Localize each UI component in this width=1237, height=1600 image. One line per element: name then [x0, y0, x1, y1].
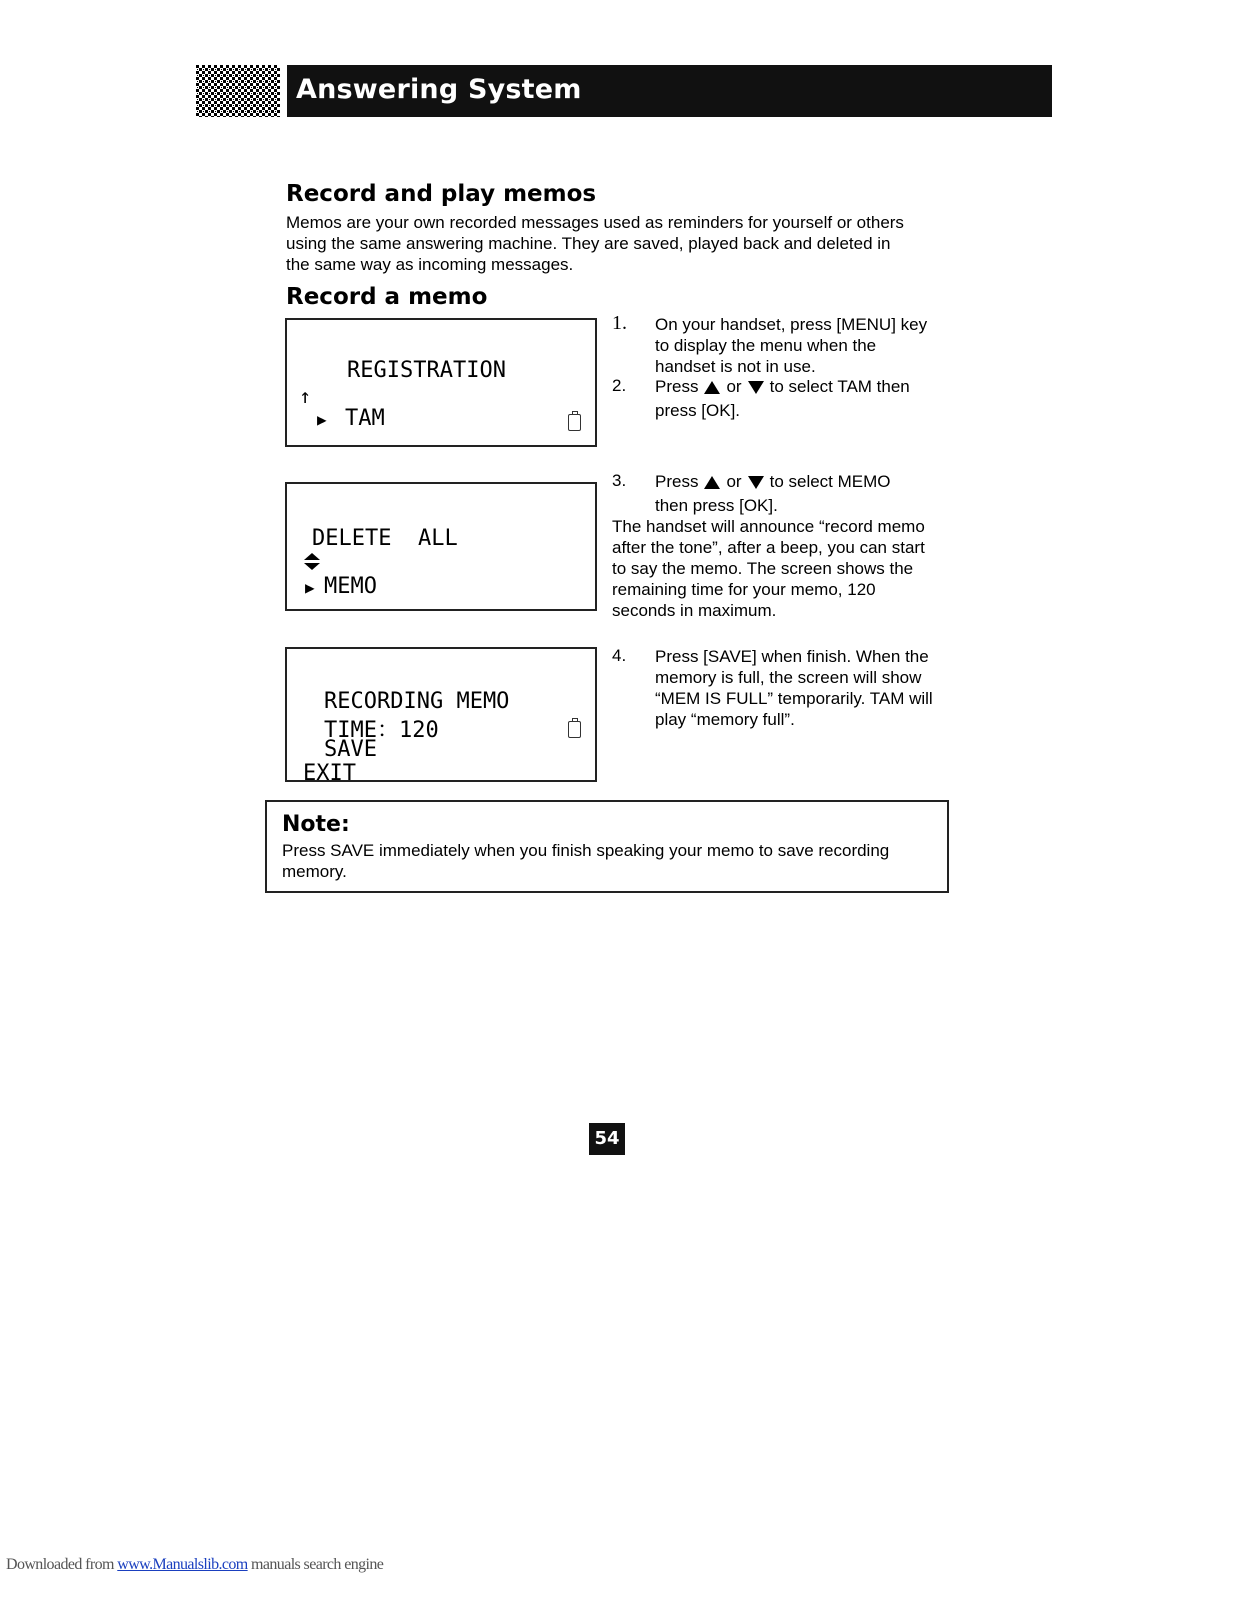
lcd-screen-tam-menu — [285, 482, 597, 611]
note-title: Note: — [282, 812, 350, 837]
step-line: play “memory full”. — [655, 710, 795, 729]
step-line: seconds in maximum. — [612, 601, 777, 620]
step-line: On your handset, press [MENU] key — [655, 315, 928, 334]
lcd-line-memo: MEMO — [324, 574, 377, 599]
step-number: 4. — [612, 646, 627, 665]
lcd-line-tam: TAM — [345, 406, 385, 431]
down-triangle-icon — [748, 476, 764, 489]
step-line: “MEM IS FULL” temporarily. TAM will — [655, 689, 933, 708]
step-3-detail — [612, 516, 925, 621]
step-2-text — [655, 376, 910, 421]
step-4-text — [655, 646, 933, 730]
footer-suffix: manuals search engine — [247, 1556, 384, 1573]
step-line: The handset will announce “record memo — [612, 517, 925, 536]
up-triangle-icon — [704, 476, 720, 489]
step-text: or — [726, 472, 742, 491]
note-line: memory. — [282, 862, 347, 881]
battery-icon — [568, 414, 581, 431]
lcd-line-registration: REGISTRATION — [347, 358, 506, 383]
step-text: to select MEMO — [769, 472, 891, 491]
step-number: 3. — [612, 471, 627, 490]
step-line: to display the menu when the — [655, 336, 877, 355]
step-line: press [OK]. — [655, 401, 741, 420]
step-line: Press [SAVE] when finish. When the — [655, 647, 929, 666]
lcd-line-exit: EXIT — [303, 761, 356, 782]
step-number: 1. — [612, 312, 627, 334]
cursor-icon: ▶ — [305, 578, 315, 597]
step-line: remaining time for your memo, 120 — [612, 580, 876, 599]
section-title: Record and play memos — [286, 181, 597, 207]
step-text: to select TAM then — [769, 377, 910, 396]
battery-icon — [568, 721, 581, 738]
note-text — [282, 840, 942, 882]
note-box — [265, 800, 949, 893]
lcd-line-recording-memo: RECORDING MEMO — [324, 689, 510, 714]
section-intro — [286, 212, 966, 275]
step-text: Press — [655, 377, 699, 396]
step-number: 2. — [612, 376, 627, 395]
step-3-text — [655, 471, 891, 516]
lcd-screen-menu — [285, 318, 597, 447]
intro-line: using the same answering machine. They are saved, played back and deleted in — [286, 234, 891, 253]
step-text: or — [726, 377, 742, 396]
step-text: Press — [655, 472, 699, 491]
cursor-icon: ▶ — [317, 410, 327, 429]
step-1-text — [655, 314, 927, 377]
page-header-title: Answering System — [296, 74, 582, 105]
up-triangle-icon — [704, 381, 720, 394]
footer-prefix: Downloaded from — [6, 1556, 118, 1573]
step-line: memory is full, the screen will show — [655, 668, 922, 687]
lcd-line-save: SAVE — [324, 737, 377, 762]
page-number: 54 — [589, 1123, 625, 1155]
manualslib-link[interactable]: www.Manualslib.com — [117, 1556, 248, 1573]
footer — [6, 1556, 383, 1574]
up-down-arrows-icon — [303, 553, 321, 571]
intro-line: Memos are your own recorded messages used as reminders for yourself or others — [286, 213, 904, 232]
header-pattern-graphic — [196, 65, 280, 117]
lcd-screen-recording — [285, 647, 597, 782]
step-line: to say the memo. The screen shows the — [612, 559, 914, 578]
lcd-line-time: TIME：120 — [324, 718, 439, 743]
intro-line: the same way as incoming messages. — [286, 255, 574, 274]
step-line: after the tone”, after a beep, you can start — [612, 538, 925, 557]
step-line: then press [OK]. — [655, 496, 778, 515]
up-arrow-icon: ↑ — [299, 384, 312, 408]
step-line: handset is not in use. — [655, 357, 816, 376]
down-triangle-icon — [748, 381, 764, 394]
lcd-line-delete-all: DELETE ALL — [312, 526, 458, 551]
subsection-title: Record a memo — [286, 284, 488, 310]
note-line: Press SAVE immediately when you finish speaking your memo to save recording — [282, 841, 890, 860]
